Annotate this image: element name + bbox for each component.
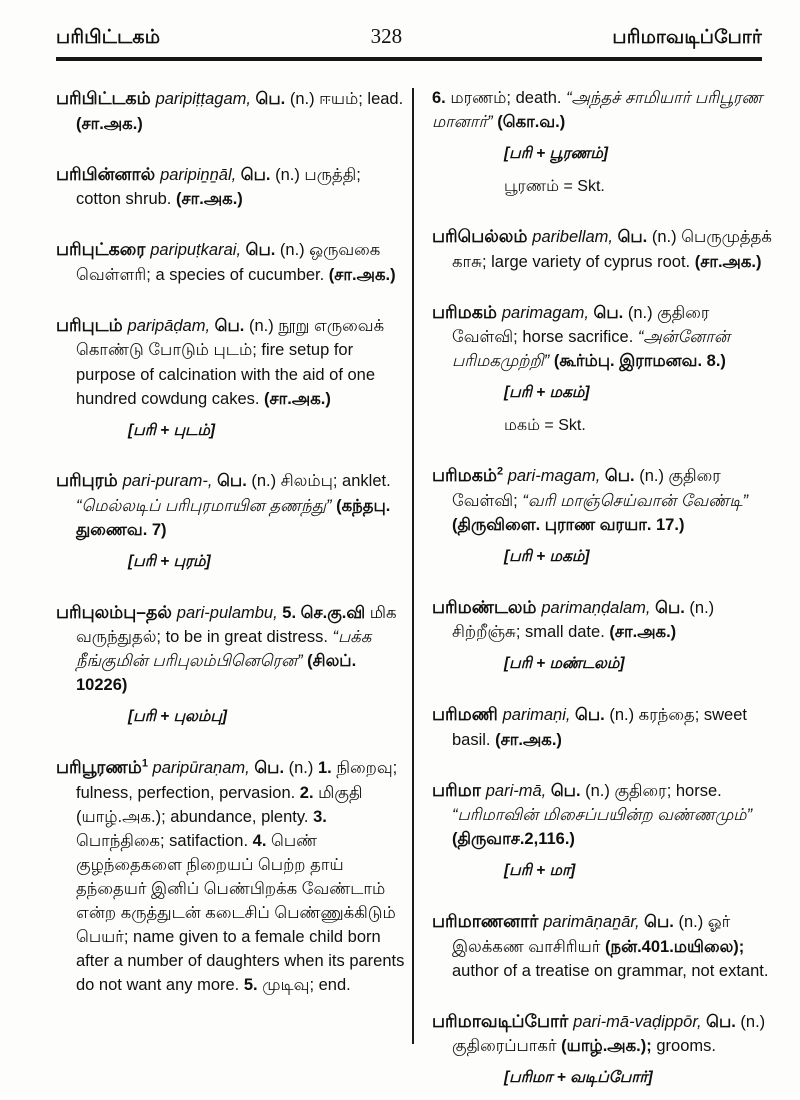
entry-definition: [432, 224, 774, 274]
definition-text: மிகுதி (யாழ்.அக.); abundance, plenty.: [76, 783, 363, 826]
grammar-tag: (திருவாச.2,116.): [452, 830, 575, 849]
headword: பரிமா: [432, 779, 486, 800]
definition-text: பெண் குழந்தைகளை நிறையப் பெற்ற தாய் தந்தையர் இனிப் பெண்பிறக்க வேண்டாம் என்ற கருத்துடன் கடைசிப் பெண்ணுக்கிடும் பெயர்; name given to a female child born after a number of daughters when its parents do not want any more.: [76, 831, 405, 995]
grammar-tag: (கூர்ம்பு. இராமனவ. 8.): [553, 352, 726, 371]
etymology: [பரி + புரம்]: [128, 552, 211, 570]
grammar-tag: (சா.அக.): [495, 730, 562, 749]
entry-definition: [432, 463, 774, 537]
definition-text: (n.) ஈயம்; lead.: [285, 90, 404, 108]
page-header: [56, 24, 762, 51]
column-right: [432, 86, 774, 1100]
definition-text: முடிவு; end.: [257, 976, 351, 995]
column-left: [56, 86, 406, 1023]
definition-text: (n.) ஒருவகை வெள்ளரி; a species of cucumber.: [76, 241, 381, 284]
headword: பரிபுடம்: [56, 314, 128, 335]
entry-definition: [432, 1009, 774, 1059]
definition-text: grooms.: [651, 1037, 716, 1056]
etymology: [பரிமா + வடிப்போர்]: [504, 1069, 653, 1087]
dictionary-entry: [432, 702, 774, 752]
transliteration: pari-mā,: [485, 781, 551, 800]
transliteration: pari-pulambu,: [176, 603, 283, 622]
headword-superscript: 1: [141, 757, 148, 770]
entry-definition: [56, 468, 406, 542]
transliteration: paripūraṇam,: [147, 759, 255, 778]
grammar-tag: பெ.: [593, 303, 624, 322]
grammar-tag: பெ.: [255, 90, 286, 108]
headword: பரிமாவடிப்போர்: [432, 1010, 574, 1031]
grammar-tag: பெ.: [214, 316, 245, 335]
entry-definition: [432, 300, 774, 374]
transliteration: paripiṉṉāl,: [160, 165, 241, 184]
grammar-tag: (சா.அக.): [328, 265, 396, 284]
grammar-tag: (கொ.வ.): [497, 113, 566, 132]
definition-text: (n.) ஓர் இலக்கண வாசிரியர்: [452, 912, 731, 956]
transliteration: pari-magam,: [503, 467, 605, 486]
grammar-tag: பெ.: [240, 165, 271, 184]
dictionary-entry: [432, 1009, 774, 1090]
definition-text: (n.) குதிரை; horse.: [580, 781, 722, 800]
transliteration: paripuṭkarai,: [150, 241, 246, 260]
dictionary-entry: [432, 778, 774, 883]
dictionary-entry: [56, 162, 406, 212]
grammar-tag: (யாழ்.அக.);: [561, 1037, 652, 1056]
definition-text: பொந்திகை; satifaction.: [76, 831, 253, 850]
definition-text: author of a treatise on grammar, not extant.: [452, 961, 769, 980]
grammar-tag: பெ.: [575, 706, 605, 725]
etymology: [பரி + மா]: [504, 862, 576, 880]
definition-text: (n.) குதிரை வேள்வி; horse sacrifice.: [452, 303, 710, 347]
header-guide-word-right: பரிமாவடிப்போர்: [612, 27, 762, 48]
entry-definition: [432, 778, 774, 852]
headword: பரிபுரம்: [56, 470, 123, 491]
citation-quote: “பக்க நீங்குமின் பரிபுலம்பினெரென”: [76, 628, 372, 671]
grammar-tag: பெ.: [617, 228, 648, 247]
headword: பரிமாணனார்: [432, 910, 544, 931]
grammar-tag: பெ.: [655, 598, 685, 617]
transliteration: parimāṇaṉār,: [543, 912, 645, 931]
headword: பரிமகம்: [432, 465, 497, 486]
grammar-tag: (சிலப். 10226): [76, 652, 357, 695]
grammar-tag: (சா.அக.): [175, 190, 243, 209]
citation-quote: “மெல்லடிப் பரிபுரமாயின தணந்து”: [76, 496, 332, 515]
transliteration: parimaṇḍalam,: [541, 598, 656, 617]
grammar-tag: (சா.அக.): [264, 389, 331, 408]
transliteration: parimaṇi,: [502, 706, 576, 725]
transliteration: pari-puram-,: [122, 472, 218, 491]
etymology: [பரி + மகம்]: [504, 548, 590, 566]
grammar-tag: (நன்.401.மயிலை);: [605, 937, 745, 956]
definition-text: மிக வருந்துதல்; to be in great distress.: [76, 603, 397, 647]
column-divider: [412, 88, 414, 1044]
entry-definition: [56, 600, 406, 698]
grammar-tag: 1.: [317, 759, 332, 778]
citation-quote: “வரி மாஞ்செய்வான் வேண்டி”: [522, 492, 748, 510]
definition-text: (n.) கரந்தை; sweet basil.: [452, 706, 747, 749]
header-rule: [56, 57, 762, 61]
headword: பரிபுலம்பு–தல்: [56, 601, 177, 622]
citation-quote: “பரிமாவின் மிசைப்பயின்ற வண்ணமும்”: [452, 806, 753, 825]
etymology: [பரி + பூரணம்]: [504, 145, 608, 163]
dictionary-entry: [432, 300, 774, 438]
dictionary-entry: [56, 468, 406, 573]
definition-text: (n.) குதிரை வேள்வி;: [452, 467, 721, 510]
dictionary-entry: [432, 909, 774, 983]
citation-quote: “அந்தச் சாமியார் பரிபூரண மானார்”: [432, 89, 763, 132]
dictionary-entry: [56, 237, 406, 287]
etymology: [பரி + புடம்]: [128, 421, 216, 439]
transliteration: parimagam,: [501, 303, 594, 322]
grammar-tag: 6.: [432, 89, 446, 107]
entry-definition: [432, 909, 774, 983]
header-guide-word-left: பரிபிட்டகம்: [56, 27, 161, 48]
grammar-tag: (திருவிளை. புராண வரயா. 17.): [452, 516, 685, 535]
headword-superscript: 2: [496, 465, 504, 478]
transliteration: paribellam,: [532, 228, 618, 247]
grammar-tag: 5.: [243, 976, 258, 995]
grammar-tag: (கந்தபு. துணைவ. 7): [76, 496, 391, 539]
headword: பரிபுட்கரை: [56, 239, 151, 260]
definition-text: (n.) சிலம்பு; anklet.: [246, 472, 391, 491]
headword: பரிபின்னால்: [56, 163, 161, 184]
entry-definition: [56, 237, 406, 287]
headword: பரிபூரணம்: [56, 757, 142, 778]
dictionary-entry: [432, 463, 774, 568]
sanskrit-note: பூரணம் = Skt.: [504, 177, 605, 195]
grammar-tag: பெ.: [217, 472, 247, 491]
page-number: 328: [370, 24, 403, 48]
sanskrit-note: மகம் = Skt.: [504, 417, 586, 435]
citation-quote: “அன்னோன் பரிமகமுற்றி”: [452, 328, 731, 371]
definition-text: (n.) பெருமுத்தக் காசு; large variety of cyprus root.: [452, 228, 772, 271]
headword: பரிபிட்டகம்: [56, 88, 156, 108]
grammar-tag: (சா.அக.): [694, 252, 762, 271]
entry-continuation: [432, 86, 774, 134]
headword: பரிபெல்லம்: [432, 226, 533, 247]
dictionary-entry: [432, 86, 774, 198]
dictionary-entry: [56, 86, 406, 136]
dictionary-entry: [56, 313, 406, 442]
etymology: [பரி + மண்டலம்]: [504, 655, 625, 673]
definition-text: (n.) குதிரைப்பாகர்: [452, 1012, 766, 1056]
etymology: [பரி + மகம்]: [504, 384, 590, 402]
entry-definition: [56, 755, 406, 997]
grammar-tag: 3.: [313, 807, 327, 826]
grammar-tag: பெ.: [245, 241, 276, 260]
grammar-tag: 4.: [252, 831, 267, 850]
definition-text: (n.) சிற்றீஞ்சு; small date.: [452, 598, 715, 642]
dictionary-entry: [432, 224, 774, 274]
grammar-tag: பெ.: [644, 912, 674, 931]
dictionary-entry: [432, 595, 774, 676]
etymology: [பரி + புலம்பு]: [128, 708, 228, 726]
transliteration: paripiṭṭagam,: [155, 90, 256, 108]
grammar-tag: (சா.அக.): [76, 114, 143, 133]
grammar-tag: பெ.: [550, 781, 581, 800]
definition-text: நிறைவு; fulness, perfection, pervasion.: [76, 759, 398, 802]
definition-text: (n.) பருத்தி; cotton shrub.: [76, 165, 361, 209]
entry-definition: [56, 313, 406, 411]
grammar-tag: பெ.: [254, 759, 285, 778]
entry-definition: [56, 86, 406, 136]
transliteration: pari-mā-vaḍippōr,: [573, 1012, 707, 1031]
entry-definition: [432, 595, 774, 645]
grammar-tag: பெ.: [604, 467, 635, 486]
definition-text: மரணம்; death.: [445, 89, 567, 107]
grammar-tag: (சா.அக.): [609, 623, 677, 642]
grammar-tag: 2.: [299, 783, 314, 802]
definition-text: (n.) நூறு எருவைக் கொண்டு போடும் புடம்; fire setup for purpose of calcination with the aid of one hundred cowdung cakes.: [76, 316, 385, 408]
headword: பரிமணி: [432, 704, 503, 725]
headword: பரிமண்டலம்: [432, 596, 542, 617]
grammar-tag: பெ.: [706, 1012, 736, 1031]
headword: பரிமகம்: [432, 301, 502, 322]
dictionary-entry: [56, 755, 406, 997]
entry-definition: [56, 162, 406, 212]
definition-text: (n.): [284, 759, 318, 778]
dictionary-entry: [56, 600, 406, 729]
grammar-tag: 5. செ.கு.வி: [282, 603, 366, 622]
entry-definition: [432, 702, 774, 752]
transliteration: paripāḍam,: [127, 316, 215, 335]
